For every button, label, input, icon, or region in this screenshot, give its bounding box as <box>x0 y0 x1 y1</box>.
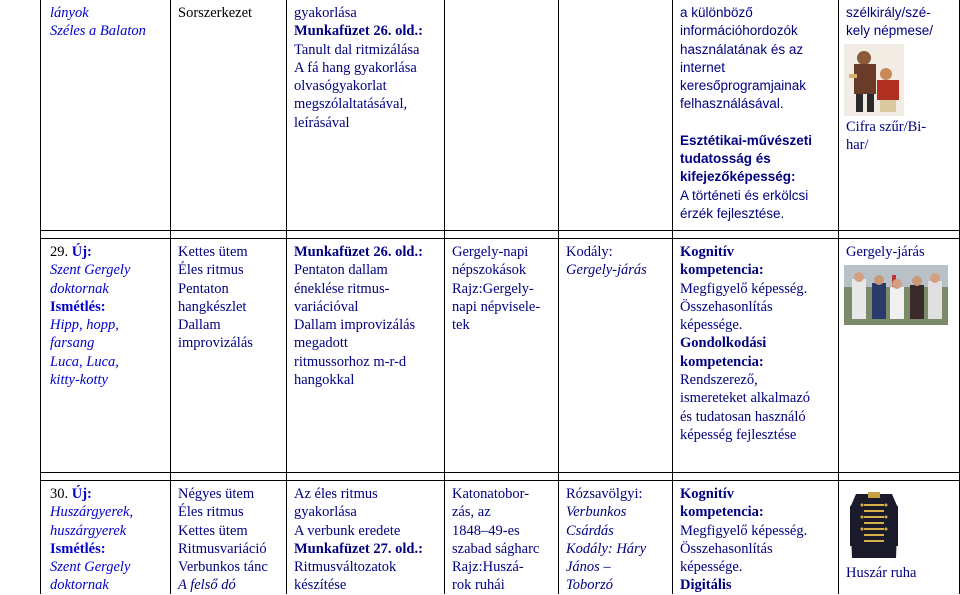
text-line: Gergely-napi <box>452 244 529 260</box>
text-line: megadott <box>294 335 348 352</box>
text-line: Munkafüzet 27. old.: <box>294 540 423 557</box>
text-line: képesség fejlesztése <box>680 426 797 443</box>
song-title: huszárgyerek <box>50 522 127 539</box>
repeat-label: Ismétlés: <box>50 298 106 315</box>
text-line: Összehasonlítás <box>680 298 773 315</box>
text-line: Széles a Balaton <box>50 23 146 40</box>
text-line: kifejezőképesség: <box>680 169 796 185</box>
text-line: tudatosság és <box>680 151 771 167</box>
row0-songs <box>50 4 146 41</box>
text-line: har/ <box>846 137 869 154</box>
row2-listening <box>566 485 646 595</box>
grid-line <box>672 0 673 594</box>
text-line: Összehasonlítás <box>680 540 773 557</box>
text-line: Éles ritmus <box>178 504 244 521</box>
text-line: Kognitív <box>680 244 734 260</box>
text-line: éneklése ritmus- <box>294 280 390 297</box>
grid-line <box>558 0 559 594</box>
repeat-label: Ismétlés: <box>50 540 106 557</box>
text-line: variációval <box>294 298 359 315</box>
song-title: doktornak <box>50 280 109 297</box>
text-line: és tudatosan használó <box>680 408 806 425</box>
text-line: Ritmusváltozatok <box>294 559 397 576</box>
row2-forms <box>178 485 268 595</box>
text-line: kompetencia: <box>680 504 764 521</box>
text-line: képessége. <box>680 317 743 334</box>
text-line: Kettes ütem <box>178 522 248 539</box>
text-line: Dallam improvizálás <box>294 317 416 334</box>
text-line: János – <box>566 559 611 576</box>
text-line: ismereteket alkalmazó <box>680 390 811 407</box>
text-line: Ritmusvariáció <box>178 540 267 557</box>
text-line: Megfigyelő képesség. <box>680 522 808 539</box>
text-line: kely népmese/ <box>846 23 934 39</box>
text-line: Toborzó <box>566 577 614 594</box>
text-line: szabad ságharc <box>452 540 540 557</box>
text-line: Tanult dal ritmizálása <box>294 41 420 58</box>
text-line: érzék fejlesztése. <box>680 205 785 221</box>
text-line: információhordozók <box>680 23 798 39</box>
text-line: Gergely-járás <box>566 262 647 279</box>
text-line: Verbunkos <box>566 504 627 521</box>
text-line: Pentaton dallam <box>294 262 388 279</box>
text-line: Megfigyelő képesség. <box>680 280 808 297</box>
text-line: napi népvisele- <box>452 298 541 315</box>
text-line: Kodály: Háry <box>566 540 647 557</box>
song-title: kitty-kotty <box>50 372 108 389</box>
row2-competence <box>680 485 807 595</box>
text-line: A felső dó <box>178 577 236 594</box>
text-line: Rajz:Huszá- <box>452 559 524 576</box>
text-line: Csárdás <box>566 522 614 539</box>
text-line: Munkafüzet 26. old.: <box>294 23 423 40</box>
row2-integration <box>452 485 539 595</box>
text-line: leírásával <box>294 114 350 131</box>
song-title: Szent Gergely <box>50 262 131 279</box>
text-line: használatának és az <box>680 41 804 57</box>
text-line: 1848–49-es <box>452 522 520 539</box>
folktale-illustration <box>844 44 904 116</box>
song-title: doktornak <box>50 577 109 594</box>
text-line: kompetencia: <box>680 262 764 279</box>
text-line: népszokások <box>452 262 527 279</box>
row1-forms <box>178 243 253 353</box>
grid-line <box>838 0 839 594</box>
song-title: farsang <box>50 335 95 352</box>
song-title: Luca, Luca, <box>50 353 119 370</box>
text-line: gyakorlása <box>294 5 357 21</box>
text-line: Az éles ritmus <box>294 486 378 502</box>
row-separator <box>40 480 960 481</box>
hussar-uniform-photo <box>846 488 902 560</box>
text-line: készítése <box>294 577 347 594</box>
text-line: hangkészlet <box>178 298 247 315</box>
text-line: A történeti és erkölcsi <box>680 187 809 203</box>
row1-songs <box>50 243 130 389</box>
row1-integration <box>452 243 540 334</box>
text-line: Rajz:Gergely- <box>452 280 534 297</box>
text-line: Kodály: <box>566 244 613 260</box>
spacer <box>680 114 812 132</box>
text-line: Cifra szűr/Bi- <box>846 119 927 135</box>
text-line: Digitális <box>680 577 732 594</box>
text-line: Éles ritmus <box>178 262 244 279</box>
text-line: rok ruhái <box>452 577 505 594</box>
gergely-jaras-photo <box>844 265 948 325</box>
text-line: Gondolkodási <box>680 335 767 352</box>
row-separator <box>40 230 960 231</box>
text-line: Rendszerező, <box>680 372 758 389</box>
text-line: lányok <box>50 5 89 21</box>
row1-image-caption <box>846 243 925 261</box>
grid-line <box>444 0 445 594</box>
text-line: Esztétikai-művészeti <box>680 132 813 148</box>
text-line: hangokkal <box>294 372 355 389</box>
lesson-number: 29. <box>50 244 69 260</box>
text-line: kompetencia: <box>680 353 764 370</box>
text-line: képessége. <box>680 559 743 576</box>
row2-songs <box>50 485 133 595</box>
text-line: A fá hang gyakorlása <box>294 59 417 76</box>
text-line: olvasógyakorlat <box>294 78 387 95</box>
text-line: a különböző <box>680 5 753 20</box>
text-line: A verbunk eredete <box>294 522 401 539</box>
text-line: Kettes ütem <box>178 244 248 260</box>
row1-competence <box>680 243 810 444</box>
text-line: Dallam <box>178 317 221 334</box>
text-line: improvizálás <box>178 335 253 352</box>
row0-forms <box>178 4 252 22</box>
text-line: szélkirály/szé- <box>846 5 931 20</box>
text-line: Munkafüzet 26. old.: <box>294 244 423 260</box>
text-line: Sorszerkezet <box>178 5 253 21</box>
new-song-label: Új: <box>71 244 92 260</box>
lesson-number: 30. <box>50 486 69 502</box>
text-line: Katonatobor- <box>452 486 530 502</box>
text-line: ritmussorhoz m-r-d <box>294 353 407 370</box>
text-line: Rózsavölgyi: <box>566 486 643 502</box>
row1-listening <box>566 243 647 280</box>
text-line: megszólaltatásával, <box>294 96 408 113</box>
song-title: Szent Gergely <box>50 559 131 576</box>
row-separator <box>40 472 960 473</box>
text-line: Verbunkos tánc <box>178 559 268 576</box>
grid-line <box>170 0 171 594</box>
text-line: Huszár ruha <box>846 565 917 581</box>
text-line: gyakorlása <box>294 504 357 521</box>
text-line: keresőprogramjainak <box>680 78 807 94</box>
text-line: zás, az <box>452 504 491 521</box>
row2-activities <box>294 485 423 595</box>
row1-activities <box>294 243 423 389</box>
text-line: Kognitív <box>680 486 734 502</box>
text-line: tek <box>452 317 470 334</box>
row-separator <box>40 238 960 239</box>
row0-competence <box>680 4 812 223</box>
new-song-label: Új: <box>71 486 92 502</box>
text-line: Pentaton <box>178 280 229 297</box>
text-line: Négyes ütem <box>178 486 255 502</box>
song-title: Hipp, hopp, <box>50 317 119 334</box>
text-line: Gergely-járás <box>846 244 925 260</box>
row0-image-caption-bottom <box>846 118 926 155</box>
text-line: internet <box>680 59 726 75</box>
grid-line <box>286 0 287 594</box>
row0-image-caption-top <box>846 4 933 41</box>
grid-line <box>40 0 41 594</box>
text-line: felhasználásával. <box>680 96 784 112</box>
row2-image-caption <box>846 564 916 582</box>
row0-activities <box>294 4 423 132</box>
song-title: Huszárgyerek, <box>50 504 134 521</box>
